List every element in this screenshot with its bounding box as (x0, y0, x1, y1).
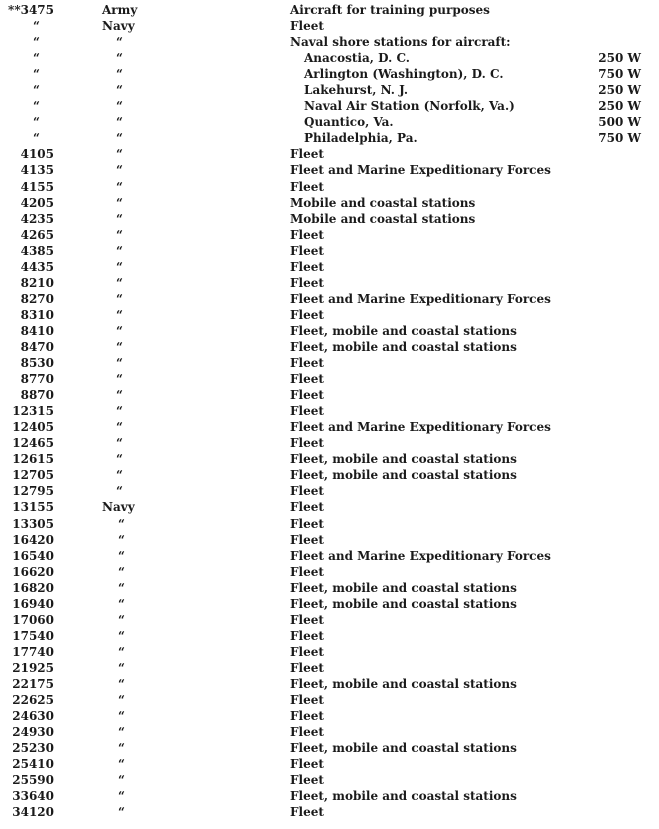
use-cell: Fleet and Marine Expeditionary Forces (290, 548, 551, 563)
table-row (0, 82, 659, 98)
agency-cell: “ (116, 243, 123, 258)
use-cell: Fleet (290, 307, 324, 322)
agency-cell: “ (118, 693, 125, 708)
frequency-cell: 8210 (20, 275, 54, 290)
table-row (0, 371, 659, 387)
use-cell: Fleet (290, 805, 324, 820)
use-cell: Fleet and Marine Expeditionary Forces (290, 420, 551, 435)
use-cell: Fleet, mobile and coastal stations (290, 596, 517, 611)
table-row (0, 50, 659, 66)
use-cell: Fleet (290, 179, 324, 194)
agency-cell: “ (118, 628, 125, 643)
use-cell: Fleet and Marine Expeditionary Forces (290, 163, 551, 178)
table-row (0, 307, 659, 323)
use-cell: Fleet (290, 773, 324, 788)
agency-cell: “ (116, 179, 123, 194)
table-row (0, 291, 659, 307)
agency-cell: “ (118, 660, 125, 675)
frequency-cell: 4135 (20, 163, 54, 178)
frequency-cell: “ (33, 83, 40, 98)
table-row (0, 66, 659, 82)
use-cell: Fleet (290, 275, 324, 290)
power-cell: 250 W (598, 51, 641, 66)
agency-cell: “ (118, 805, 125, 820)
use-cell: Philadelphia, Pa. (304, 131, 418, 146)
agency-cell: “ (118, 644, 125, 659)
use-cell: Fleet (290, 564, 324, 579)
frequency-cell: “ (33, 35, 40, 50)
table-row (0, 692, 659, 708)
frequency-cell: 8530 (20, 356, 54, 371)
agency-cell: “ (116, 259, 123, 274)
use-cell: Mobile and coastal stations (290, 211, 476, 226)
agency-cell: “ (118, 789, 125, 804)
use-cell: Lakehurst, N. J. (304, 83, 409, 98)
agency-cell: “ (118, 676, 125, 691)
use-cell: Fleet, mobile and coastal stations (290, 323, 517, 338)
use-cell: Fleet (290, 388, 324, 403)
frequency-cell: “ (33, 131, 40, 146)
use-cell: Fleet (290, 259, 324, 274)
use-cell: Fleet, mobile and coastal stations (290, 676, 517, 691)
frequency-cell: 12465 (12, 436, 54, 451)
frequency-cell: 16420 (12, 532, 54, 547)
table-row (0, 772, 659, 788)
use-cell: Fleet (290, 404, 324, 419)
frequency-cell: 8470 (20, 339, 54, 354)
agency-cell: “ (116, 227, 123, 242)
table-row (0, 516, 659, 532)
power-cell: 250 W (598, 83, 641, 98)
table-row (0, 162, 659, 178)
frequency-cell: 12315 (12, 404, 54, 419)
frequency-cell: 34120 (12, 805, 54, 820)
table-row (0, 339, 659, 355)
use-cell: Fleet (290, 500, 324, 515)
use-cell: Fleet (290, 693, 324, 708)
agency-cell: “ (118, 612, 125, 627)
table-row (0, 628, 659, 644)
table-row (0, 2, 659, 18)
use-cell: Fleet (290, 644, 324, 659)
table-row (0, 179, 659, 195)
agency-cell: “ (116, 131, 123, 146)
use-cell: Fleet (290, 757, 324, 772)
use-cell: Fleet (290, 372, 324, 387)
table-row (0, 499, 659, 515)
agency-cell: Army (102, 3, 138, 17)
frequency-cell: 13305 (12, 516, 54, 531)
agency-cell: “ (116, 420, 123, 435)
use-cell: Fleet (290, 612, 324, 627)
use-cell: Mobile and coastal stations (290, 195, 476, 210)
table-row (0, 355, 659, 371)
frequency-cell: 4235 (20, 211, 54, 226)
frequency-cell: 22175 (12, 676, 54, 691)
frequency-cell: 22625 (12, 693, 54, 708)
table-row (0, 130, 659, 146)
frequency-cell: 17740 (12, 644, 54, 659)
table-row (0, 387, 659, 403)
frequency-cell: 4385 (20, 243, 54, 258)
frequency-cell: 25410 (12, 757, 54, 772)
agency-cell: “ (118, 564, 125, 579)
agency-cell: “ (116, 468, 123, 483)
table-row (0, 612, 659, 628)
use-cell: Fleet, mobile and coastal stations (290, 339, 517, 354)
agency-cell: “ (118, 757, 125, 772)
agency-cell: “ (116, 67, 123, 82)
use-cell: Fleet (290, 356, 324, 371)
frequency-cell: 24930 (12, 725, 54, 740)
use-cell: Fleet (290, 484, 324, 499)
use-cell: Fleet (290, 660, 324, 675)
frequency-cell: 24630 (12, 709, 54, 724)
use-cell: Fleet (290, 516, 324, 531)
table-row (0, 532, 659, 548)
use-cell: Naval shore stations for aircraft: (290, 35, 511, 50)
frequency-cell: 16940 (12, 596, 54, 611)
table-row (0, 708, 659, 724)
agency-cell: “ (116, 211, 123, 226)
table-row (0, 564, 659, 580)
agency-cell: “ (118, 548, 125, 563)
table-row (0, 275, 659, 291)
use-cell: Fleet, mobile and coastal stations (290, 468, 517, 483)
table-row (0, 724, 659, 740)
frequency-cell: 8410 (20, 323, 54, 338)
agency-cell: Navy (102, 500, 135, 515)
table-row (0, 34, 659, 50)
frequency-cell: 8870 (20, 388, 54, 403)
frequency-cell: 21925 (12, 660, 54, 675)
agency-cell: “ (116, 83, 123, 98)
frequency-cell: 4205 (20, 195, 54, 210)
agency-cell: “ (118, 741, 125, 756)
agency-cell: “ (116, 323, 123, 338)
frequency-cell: 25230 (12, 741, 54, 756)
agency-cell: “ (116, 115, 123, 130)
use-cell: Aircraft for training purposes (290, 3, 490, 17)
table-row (0, 211, 659, 227)
agency-cell: “ (116, 388, 123, 403)
table-row (0, 195, 659, 211)
use-cell: Arlington (Washington), D. C. (304, 67, 504, 82)
frequency-cell: 17540 (12, 628, 54, 643)
table-row (0, 146, 659, 162)
agency-cell: “ (116, 163, 123, 178)
agency-cell: “ (116, 35, 123, 50)
use-cell: Fleet (290, 147, 324, 162)
use-cell: Fleet (290, 227, 324, 242)
table-row (0, 804, 659, 820)
use-cell: Fleet (290, 19, 324, 34)
agency-cell: “ (118, 596, 125, 611)
agency-cell: “ (116, 356, 123, 371)
frequency-cell: 16820 (12, 580, 54, 595)
power-cell: 750 W (598, 131, 641, 146)
table-row (0, 243, 659, 259)
agency-cell: “ (116, 51, 123, 66)
agency-cell: “ (116, 195, 123, 210)
table-row (0, 403, 659, 419)
agency-cell: “ (116, 339, 123, 354)
power-cell: 250 W (598, 99, 641, 114)
frequency-cell: “ (33, 99, 40, 114)
frequency-cell: 16540 (12, 548, 54, 563)
table-row (0, 227, 659, 243)
use-cell: Fleet (290, 532, 324, 547)
frequency-cell: 4155 (20, 179, 54, 194)
agency-cell: “ (116, 99, 123, 114)
agency-cell: “ (116, 372, 123, 387)
agency-cell: Navy (102, 19, 135, 34)
use-cell: Fleet (290, 436, 324, 451)
table-row (0, 740, 659, 756)
agency-cell: “ (118, 709, 125, 724)
frequency-cell: 8770 (20, 372, 54, 387)
table-row (0, 676, 659, 692)
agency-cell: “ (116, 307, 123, 322)
table-row (0, 788, 659, 804)
table-row (0, 548, 659, 564)
table-row (0, 660, 659, 676)
power-cell: 750 W (598, 67, 641, 82)
frequency-cell: **3475 (8, 3, 54, 17)
agency-cell: “ (116, 275, 123, 290)
table-row (0, 323, 659, 339)
table-row (0, 259, 659, 275)
frequency-cell: 4265 (20, 227, 54, 242)
use-cell: Fleet (290, 628, 324, 643)
agency-cell: “ (116, 291, 123, 306)
frequency-cell: “ (33, 115, 40, 130)
agency-cell: “ (116, 484, 123, 499)
use-cell: Anacostia, D. C. (304, 51, 410, 66)
frequency-allocation-table (0, 2, 659, 820)
agency-cell: “ (118, 773, 125, 788)
agency-cell: “ (116, 147, 123, 162)
frequency-cell: 12705 (12, 468, 54, 483)
frequency-cell: 16620 (12, 564, 54, 579)
power-cell: 500 W (598, 115, 641, 130)
use-cell: Fleet, mobile and coastal stations (290, 580, 517, 595)
frequency-cell: 4435 (20, 259, 54, 274)
frequency-cell: 8270 (20, 291, 54, 306)
agency-cell: “ (118, 532, 125, 547)
use-cell: Fleet (290, 725, 324, 740)
frequency-cell: “ (33, 67, 40, 82)
use-cell: Naval Air Station (Norfolk, Va.) (304, 99, 515, 114)
agency-cell: “ (116, 436, 123, 451)
agency-cell: “ (118, 580, 125, 595)
use-cell: Fleet and Marine Expeditionary Forces (290, 291, 551, 306)
frequency-cell: 12795 (12, 484, 54, 499)
table-row (0, 419, 659, 435)
frequency-cell: 33640 (12, 789, 54, 804)
agency-cell: “ (118, 516, 125, 531)
use-cell: Fleet, mobile and coastal stations (290, 789, 517, 804)
agency-cell: “ (116, 404, 123, 419)
frequency-cell: 4105 (20, 147, 54, 162)
table-row (0, 483, 659, 499)
table-row (0, 451, 659, 467)
use-cell: Fleet (290, 243, 324, 258)
use-cell: Fleet, mobile and coastal stations (290, 452, 517, 467)
frequency-cell: 12615 (12, 452, 54, 467)
table-row (0, 98, 659, 114)
table-row (0, 756, 659, 772)
use-cell: Fleet, mobile and coastal stations (290, 741, 517, 756)
frequency-cell: 12405 (12, 420, 54, 435)
table-row (0, 114, 659, 130)
agency-cell: “ (116, 452, 123, 467)
frequency-cell: 25590 (12, 773, 54, 788)
frequency-cell: “ (33, 19, 40, 34)
use-cell: Fleet (290, 709, 324, 724)
agency-cell: “ (118, 725, 125, 740)
frequency-cell: 8310 (20, 307, 54, 322)
use-cell: Quantico, Va. (304, 115, 394, 130)
frequency-cell: “ (33, 51, 40, 66)
table-row (0, 18, 659, 34)
frequency-cell: 13155 (12, 500, 54, 515)
table-row (0, 435, 659, 451)
table-row (0, 580, 659, 596)
table-row (0, 467, 659, 483)
table-row (0, 596, 659, 612)
table-row (0, 644, 659, 660)
frequency-cell: 17060 (12, 612, 54, 627)
